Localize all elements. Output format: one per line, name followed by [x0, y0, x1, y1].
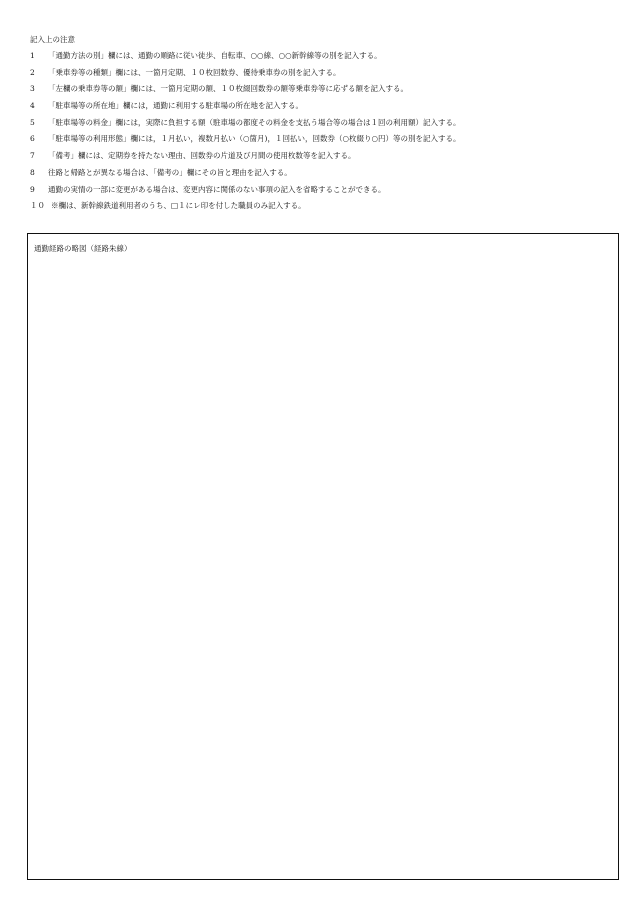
- note-item-1: [30, 51, 625, 68]
- note-text: 「乗車券等の種類」欄には、一箇月定期、１０枚回数券、優待乗車券の別を記入する。: [48, 67, 341, 77]
- notes-section: [30, 34, 625, 218]
- note-item-8: [30, 168, 625, 185]
- route-map-box[interactable]: [27, 233, 619, 880]
- notes-list: [30, 51, 625, 218]
- note-text: 「駐車場等の料金」欄には，実際に負担する額（駐車場の都度その料金を支払う場合等の場合は１回の利用額）記入する。: [48, 117, 461, 127]
- note-number: 3: [30, 84, 35, 94]
- note-text: 「通勤方法の別」欄には、通勤の順路に従い徒歩、自転車、○○線、○○新幹線等の別を記入する。: [48, 51, 382, 60]
- note-number: 2: [30, 67, 35, 77]
- note-item-2: [30, 68, 625, 85]
- note-text: 「左欄の乗車券等の額」欄には、一箇月定期の額、１０枚綴回数券の額等乗車券等に応ずる額を記入する。: [48, 84, 408, 94]
- note-item-7: [30, 151, 625, 168]
- notes-heading: 記入上の注意: [30, 35, 75, 44]
- note-number: 5: [30, 117, 35, 127]
- note-item-3: [30, 84, 625, 101]
- note-number: 9: [30, 184, 35, 194]
- note-text: 通勤の実情の一部に変更がある場合は、変更内容に関係のない事項の記入を省略することができる。: [48, 184, 386, 194]
- note-item-4: [30, 101, 625, 118]
- note-item-5: [30, 118, 625, 135]
- note-text: 往路と帰路とが異なる場合は、「備考の」欄にその旨と理由を記入する。: [48, 167, 292, 177]
- note-item-9: [30, 185, 625, 202]
- note-number: １０: [30, 201, 45, 211]
- note-number: 7: [30, 151, 35, 161]
- note-text: ※欄は、新幹線鉄道利用者のうち、□１にレ印を付した職員のみ記入する。: [51, 201, 306, 211]
- note-number: 1: [30, 51, 35, 60]
- note-text: 「備考」欄には、定期券を持たない理由、回数券の片道及び月間の使用枚数等を記入する。: [48, 151, 356, 161]
- note-item-6: [30, 134, 625, 151]
- note-number: 6: [30, 134, 35, 144]
- note-number: 4: [30, 101, 35, 111]
- note-item-10: [30, 201, 625, 218]
- note-text: 「駐車場等の所在地」欄には，通勤に利用する駐車場の所在地を記入する。: [48, 101, 303, 111]
- route-map-title: 通勤経路の略図（経路朱線）: [34, 244, 132, 253]
- note-text: 「駐車場等の利用形態」欄には，１月払い，複数月払い（○箇月)，１回払い，回数券（○枚綴り○円）等の別を記入する。: [48, 134, 461, 144]
- note-number: 8: [30, 167, 35, 177]
